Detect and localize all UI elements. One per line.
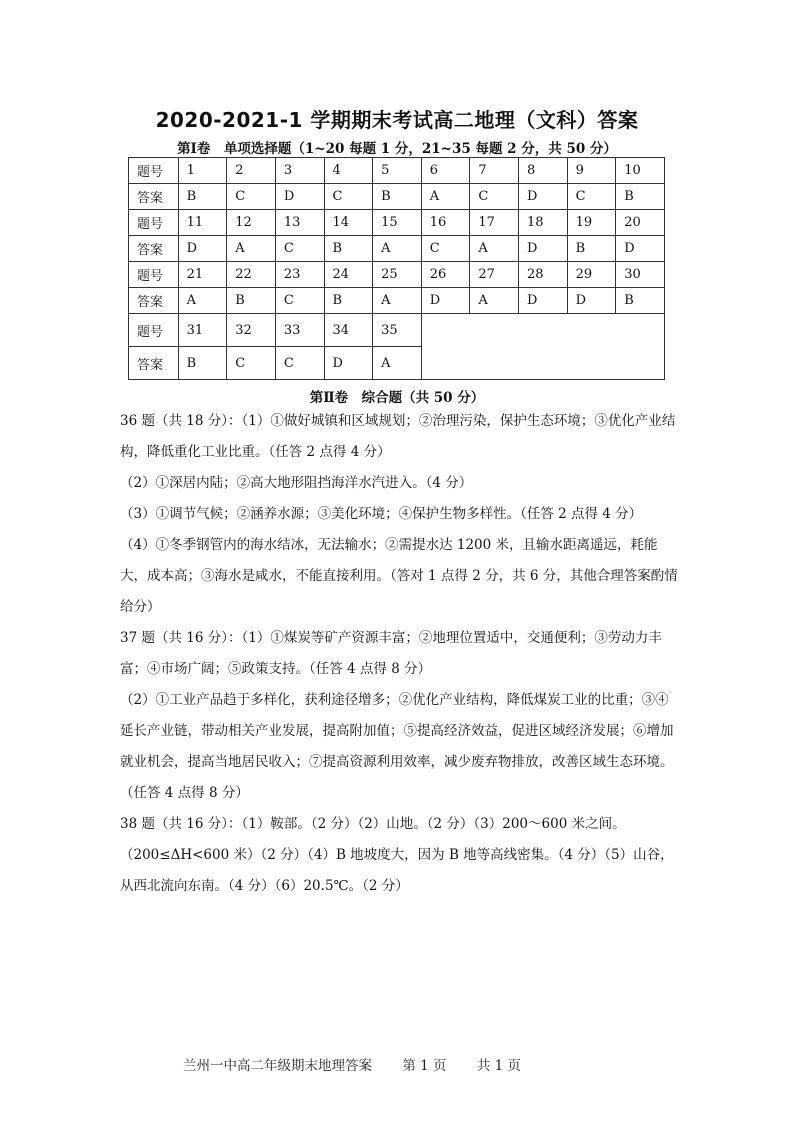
question-number-cell: 8 <box>519 158 568 184</box>
question-number-cell: 6 <box>421 158 470 184</box>
question-number-cell: 24 <box>324 262 373 288</box>
answer-cell: B <box>373 184 422 210</box>
answer-cell: C <box>275 288 324 314</box>
answer-paragraph-37-1: 37 题（共 16 分）：（1）①煤炭等矿产资源丰富；②地理位置适中，交通便利；③劳动力丰富；④市场广阔；⑤政策支持。（任答 4 点得 8 分） <box>120 630 662 677</box>
answer-table <box>128 157 665 380</box>
answer-row <box>129 288 665 314</box>
question-number-cell: 17 <box>470 210 519 236</box>
question-number-cell: 7 <box>470 158 519 184</box>
answer-cell: B <box>178 347 227 380</box>
question-number-cell: 23 <box>275 262 324 288</box>
section-heading-part2: 第Ⅱ卷 综合题（共 50 分） <box>309 390 485 406</box>
page-footer <box>0 1054 730 1074</box>
question-number-cell: 33 <box>275 314 324 347</box>
answer-paragraph-36-3: （3）①调节气候；②涵养水源；③美化环境；④保护生物多样性。（任答 2 点得 4 分） <box>120 506 643 522</box>
question-number-cell: 12 <box>227 210 276 236</box>
answer-label-cell: 答案 <box>129 288 179 314</box>
question-number-cell: 31 <box>178 314 227 347</box>
answer-cell: C <box>275 347 324 380</box>
question-number-cell: 27 <box>470 262 519 288</box>
answer-cell: D <box>519 288 568 314</box>
answer-row <box>129 236 665 262</box>
answer-label-cell: 答案 <box>129 236 179 262</box>
answer-cell: B <box>324 288 373 314</box>
question-number-cell: 34 <box>324 314 373 347</box>
answer-cell: D <box>324 347 373 380</box>
answer-cell: B <box>227 288 276 314</box>
question-number-cell: 30 <box>616 262 665 288</box>
answer-cell: D <box>275 184 324 210</box>
question-number-cell: 4 <box>324 158 373 184</box>
answer-cell: C <box>275 236 324 262</box>
answer-cell: D <box>178 236 227 262</box>
question-number-cell: 2 <box>227 158 276 184</box>
question-number-cell: 13 <box>275 210 324 236</box>
question-number-cell: 3 <box>275 158 324 184</box>
question-number-row <box>129 262 665 288</box>
answer-cell: B <box>178 184 227 210</box>
question-number-row <box>129 314 665 347</box>
question-number-cell: 29 <box>567 262 616 288</box>
answer-cell: C <box>227 347 276 380</box>
question-number-cell: 28 <box>519 262 568 288</box>
question-number-cell: 25 <box>373 262 422 288</box>
question-label-cell: 题号 <box>129 314 179 347</box>
footer-total: 共 1 页 <box>476 1058 521 1074</box>
answer-label-cell: 答案 <box>129 347 179 380</box>
question-label-cell: 题号 <box>129 158 179 184</box>
answer-cell: B <box>616 288 665 314</box>
answer-cell: A <box>421 184 470 210</box>
answer-paragraph-36-1: 36 题（共 18 分）：（1）①做好城镇和区域规划；②治理污染，保护生态环境；③优化产业结构，降低重化工业比重。（任答 2 点得 4 分） <box>120 413 676 460</box>
answer-paragraph-38: 38 题（共 16 分）：（1）鞍部。（2 分）（2）山地。（2 分）（3）200～600 米之间。（200≤ΔH<600 米）（2 分）（4）B 地坡度大，因为 B 地等高线密集。（4 分）（5）山谷，从西北流向东南。（4 分）（6）20.5℃。（2 分） <box>120 816 674 894</box>
answer-paragraph-36-2: （2）①深居内陆；②高大地形阻挡海洋水汽进入。（4 分） <box>120 475 473 491</box>
footer-page: 第 1 页 <box>402 1058 447 1074</box>
question-number-cell: 21 <box>178 262 227 288</box>
answer-cell: A <box>373 347 422 380</box>
section-heading-part1: 第Ⅰ卷 单项选择题（1~20 每题 1 分，21~35 每题 2 分，共 50 分） <box>177 141 617 157</box>
answer-cell: B <box>567 236 616 262</box>
question-number-cell: 26 <box>421 262 470 288</box>
question-number-cell: 1 <box>178 158 227 184</box>
question-number-cell: 9 <box>567 158 616 184</box>
answer-cell: A <box>373 236 422 262</box>
answer-cell: D <box>567 288 616 314</box>
question-number-cell: 10 <box>616 158 665 184</box>
question-number-cell: 20 <box>616 210 665 236</box>
question-number-row <box>129 158 665 184</box>
answer-cell: C <box>470 184 519 210</box>
question-number-cell: 16 <box>421 210 470 236</box>
answer-cell: A <box>178 288 227 314</box>
answer-cell: A <box>470 236 519 262</box>
answer-cell: B <box>324 236 373 262</box>
question-number-cell: 35 <box>373 314 422 347</box>
answer-cell: D <box>616 236 665 262</box>
answer-cell: C <box>324 184 373 210</box>
answer-cell: C <box>227 184 276 210</box>
question-label-cell: 题号 <box>129 262 179 288</box>
question-number-cell: 18 <box>519 210 568 236</box>
answer-row <box>129 184 665 210</box>
answer-label-cell: 答案 <box>129 184 179 210</box>
answer-cell: D <box>519 184 568 210</box>
question-number-cell: 15 <box>373 210 422 236</box>
question-number-cell: 22 <box>227 262 276 288</box>
question-number-cell: 32 <box>227 314 276 347</box>
answer-paragraph-37-2: （2）①工业产品趋于多样化，获利途径增多；②优化产业结构，降低煤炭工业的比重；③④延长产业链，带动相关产业发展，提高附加值；⑤提高经济效益，促进区域经济发展；⑥增加就业机会，提高当地居民收入；⑦提高资源利用效率，减少废弃物排放，改善区域生态环境。（任答 4 点得 8 分） <box>120 692 674 801</box>
essay-answers <box>120 406 680 902</box>
question-number-cell: 14 <box>324 210 373 236</box>
answer-cell: C <box>567 184 616 210</box>
question-number-cell: 5 <box>373 158 422 184</box>
answer-cell: A <box>227 236 276 262</box>
answer-cell: D <box>519 236 568 262</box>
question-label-cell: 题号 <box>129 210 179 236</box>
answer-cell: C <box>421 236 470 262</box>
question-number-cell: 11 <box>178 210 227 236</box>
footer-school: 兰州一中高二年级期末地理答案 <box>183 1058 373 1074</box>
question-number-cell: 19 <box>567 210 616 236</box>
answer-cell: B <box>616 184 665 210</box>
question-number-row <box>129 210 665 236</box>
document-title: 2020-2021-1 学期期末考试高二地理（文科）答案 <box>155 108 639 132</box>
empty-cell <box>421 314 664 380</box>
answer-cell: D <box>421 288 470 314</box>
answer-cell: A <box>373 288 422 314</box>
answer-paragraph-36-4: （4）①冬季钢管内的海水结冰，无法输水；②需提水达 1200 米，且输水距离遥远，耗能大，成本高；③海水是咸水，不能直接利用。（答对 1 点得 2 分，共 6 分，其他合理答案酌情给分） <box>120 537 678 615</box>
answer-cell: A <box>470 288 519 314</box>
